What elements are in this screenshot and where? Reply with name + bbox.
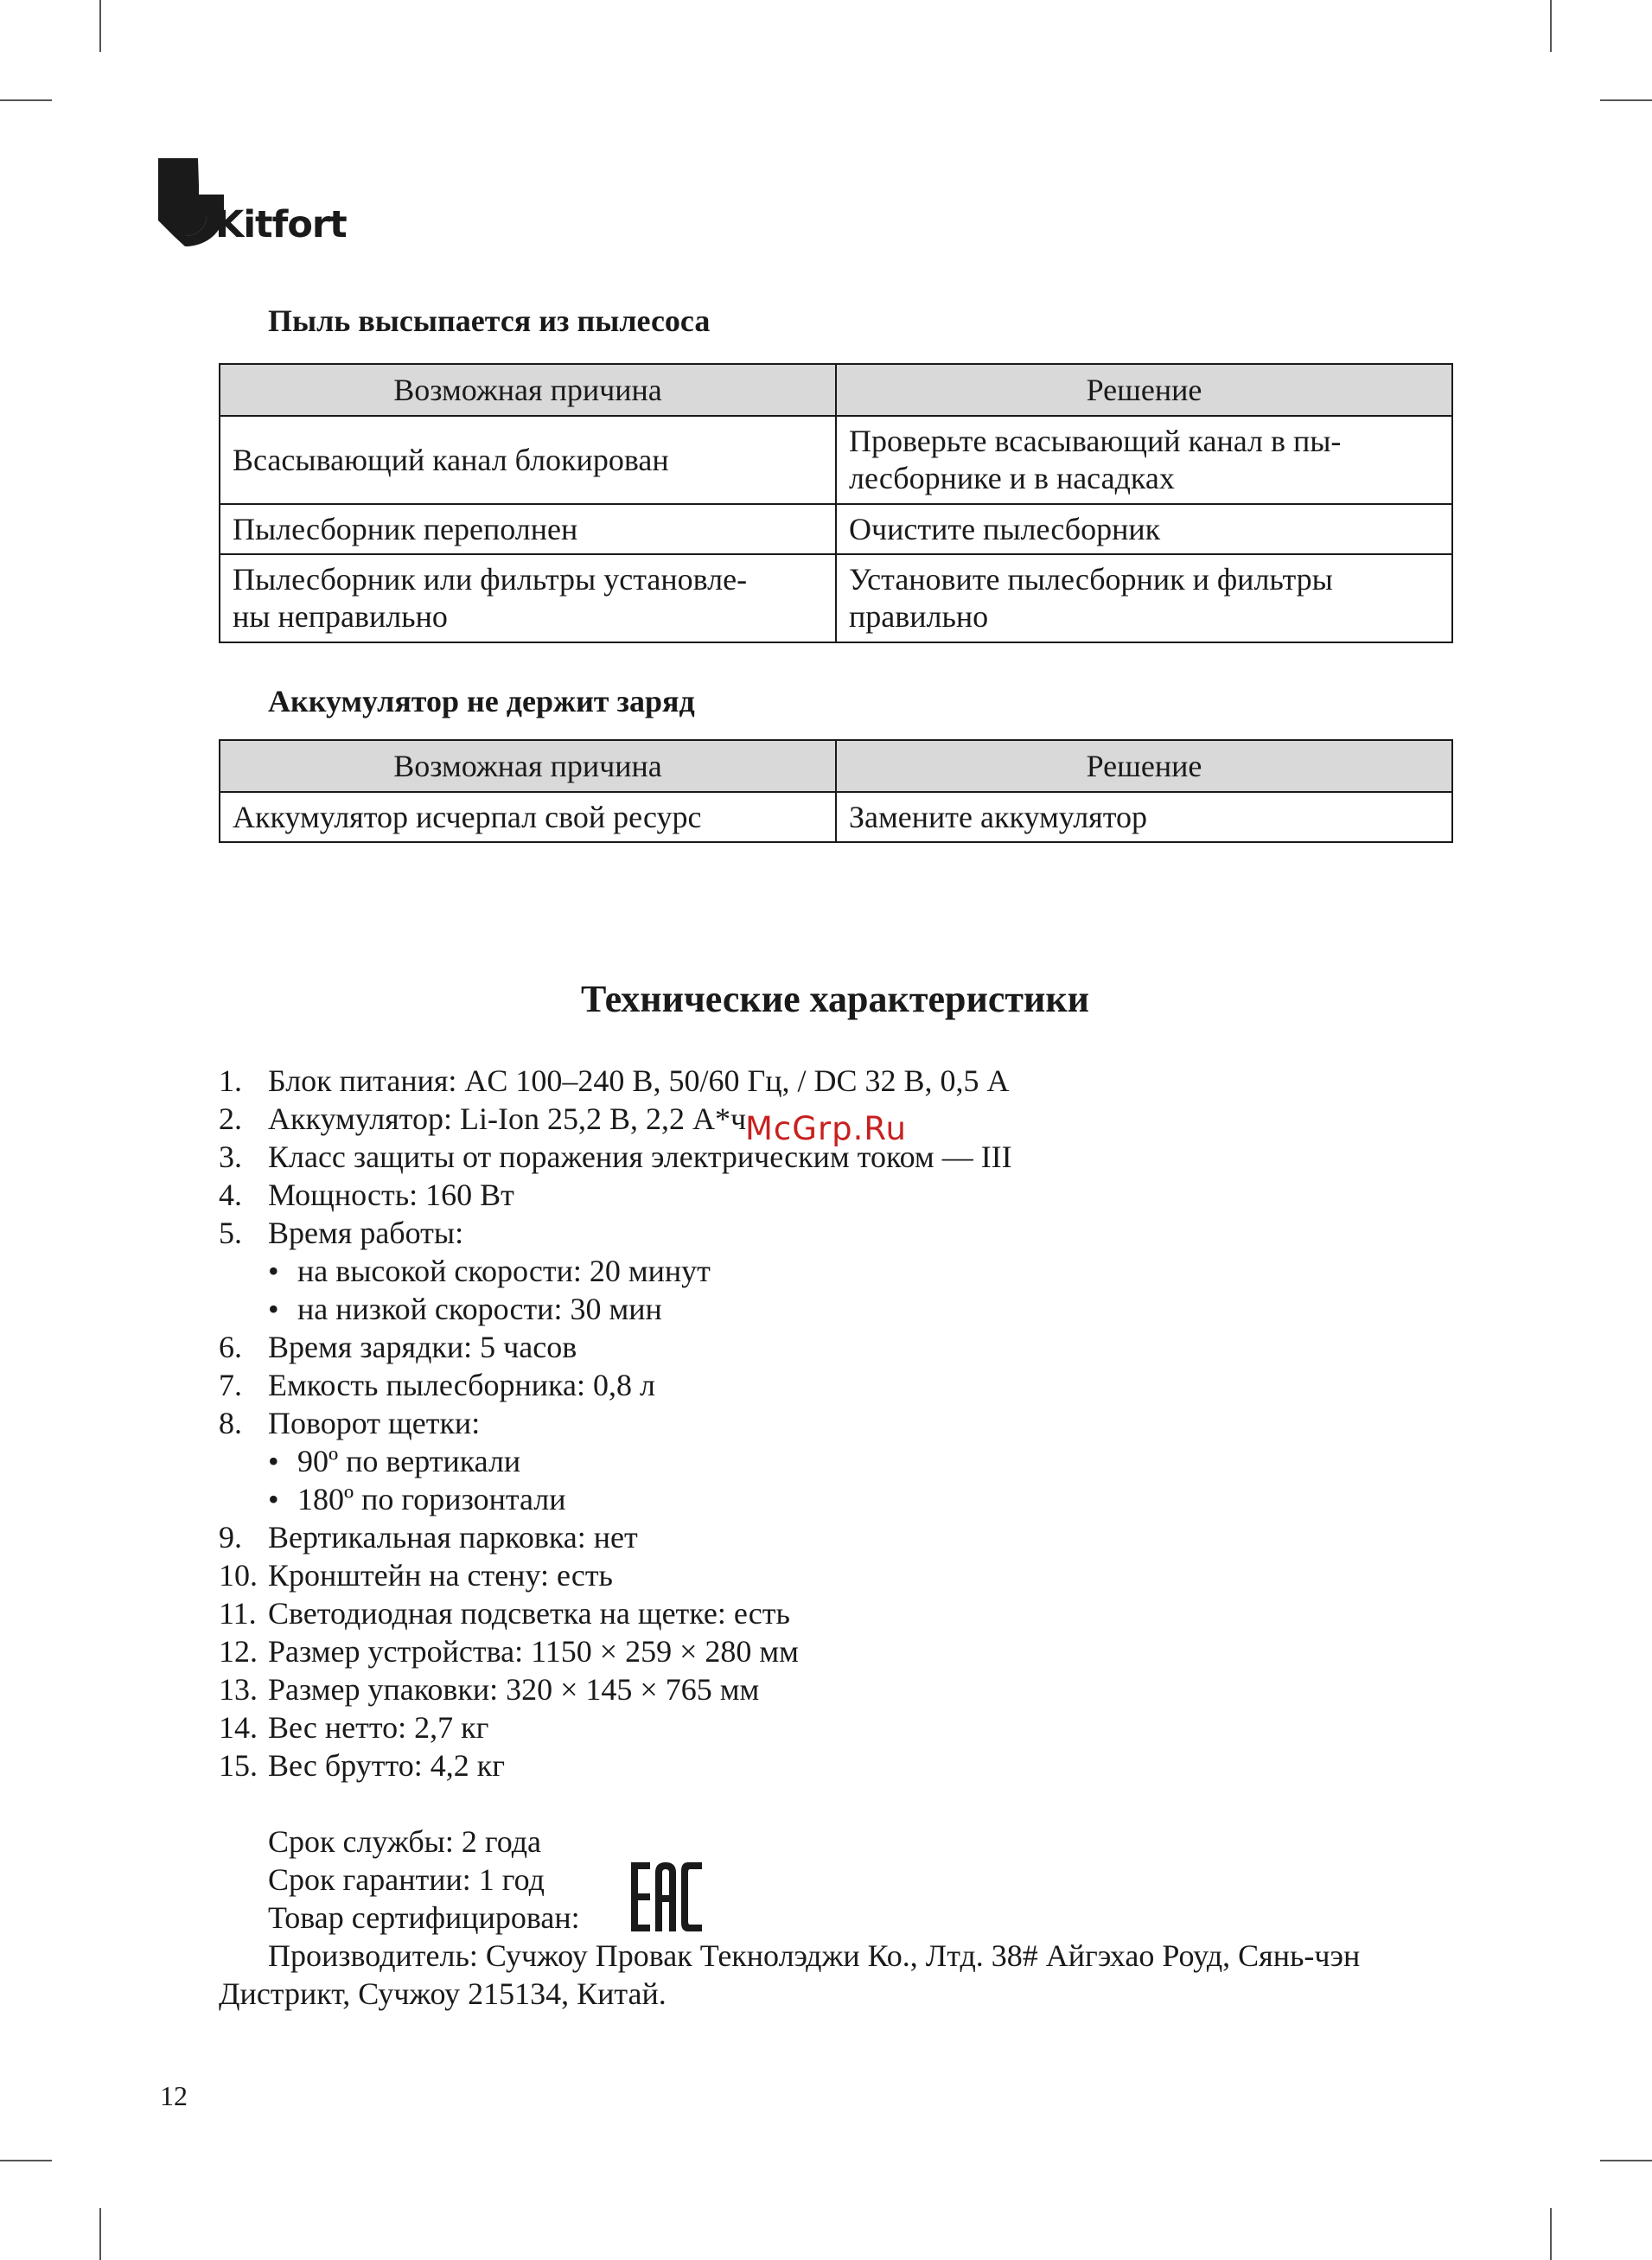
spec-text: Вертикальная парковка: нет (268, 1520, 638, 1555)
spec-subitem (219, 1480, 1012, 1518)
header-cause: Возможная причина (220, 364, 836, 416)
spec-number: 10. (219, 1558, 258, 1593)
spec-text: Класс защиты от поражения электрическим током — III (268, 1140, 1012, 1174)
table-row (220, 504, 1452, 554)
spec-text: Кронштейн на стену: есть (268, 1558, 613, 1593)
spec-subitem (219, 1252, 1012, 1290)
cause-cell: Пылесборник или фильтры установле- ны неправильно (220, 554, 836, 642)
bullet-icon: • (268, 1292, 279, 1326)
solution-cell: Замените аккумулятор (836, 792, 1452, 842)
spec-item (219, 1632, 1012, 1670)
table-row (220, 792, 1452, 842)
header-cause: Возможная причина (220, 740, 836, 792)
spec-subtext: на низкой скорости: 30 мин (297, 1292, 662, 1326)
spec-text: Размер устройства: 1150 × 259 × 280 мм (268, 1634, 799, 1669)
table-header-row (220, 364, 1452, 416)
section-title-dust: Пыль высыпается из пылесоса (268, 303, 711, 338)
header-solution: Решение (836, 364, 1452, 416)
crop-mark (0, 99, 52, 101)
spec-text: Емкость пылесборника: 0,8 л (268, 1368, 655, 1402)
spec-subtext: 90º по вертикали (297, 1444, 521, 1478)
crop-mark (1600, 99, 1652, 101)
spec-subtext: 180º по горизонтали (297, 1482, 566, 1516)
table-header-row (220, 740, 1452, 792)
bullet-icon: • (268, 1482, 279, 1516)
brand-name: Kitfort (215, 203, 347, 246)
eac-certification-mark (629, 1861, 704, 1933)
spec-text: Вес брутто: 4,2 кг (268, 1748, 505, 1783)
spec-item (219, 1404, 1012, 1442)
solution-cell: Очистите пылесборник (836, 504, 1452, 554)
bullet-icon: • (268, 1444, 279, 1478)
specs-title: Технические характеристики (580, 978, 1090, 1020)
service-life: Срок службы: 2 года (268, 1824, 542, 1859)
crop-mark (1600, 2160, 1652, 2161)
specs-list (219, 1062, 1012, 1784)
spec-text: Аккумулятор: Li-Ion 25,2 В, 2,2 А*ч (268, 1101, 747, 1136)
solution-cell: Установите пылесборник и фильтры правильно (836, 554, 1452, 642)
spec-number: 1. (219, 1063, 242, 1098)
spec-item (219, 1556, 1012, 1594)
spec-number: 7. (219, 1368, 242, 1402)
kitfort-logo (158, 158, 366, 253)
spec-number: 11. (219, 1596, 257, 1631)
spec-number: 8. (219, 1406, 242, 1440)
table-row (220, 554, 1452, 642)
spec-item (219, 1062, 1012, 1100)
spec-subtext: на высокой скорости: 20 минут (297, 1254, 711, 1288)
crop-mark (1550, 0, 1552, 52)
crop-mark (1550, 2208, 1552, 2260)
trouble-table-dust (219, 363, 1453, 643)
spec-number: 9. (219, 1520, 242, 1555)
spec-number: 14. (219, 1710, 258, 1745)
section-title-battery: Аккумулятор не держит заряд (268, 684, 695, 718)
page-number: 12 (160, 2080, 188, 2111)
trouble-table-battery (219, 739, 1453, 843)
cause-cell: Аккумулятор исчерпал свой ресурс (220, 792, 836, 842)
spec-number: 12. (219, 1634, 258, 1669)
cause-cell: Пылесборник переполнен (220, 504, 836, 554)
spec-item (219, 1366, 1012, 1404)
spec-item (219, 1328, 1012, 1366)
spec-item (219, 1518, 1012, 1556)
spec-text: Блок питания: AC 100–240 В, 50/60 Гц, / DC 32 В, 0,5 А (268, 1063, 1010, 1098)
spec-item (219, 1214, 1012, 1252)
crop-mark (99, 2208, 101, 2260)
spec-item (219, 1746, 1012, 1784)
certified-label: Товар сертифицирован: (268, 1900, 580, 1935)
spec-item (219, 1594, 1012, 1632)
crop-mark (0, 2160, 52, 2161)
table-row (220, 416, 1452, 504)
watermark: McGrp.Ru (745, 1110, 907, 1147)
spec-subitem (219, 1290, 1012, 1328)
spec-item (219, 1670, 1012, 1708)
warranty: Срок гарантии: 1 год (268, 1862, 545, 1897)
spec-text: Размер упаковки: 320 × 145 × 765 мм (268, 1672, 760, 1707)
spec-number: 5. (219, 1216, 242, 1250)
spec-text: Вес нетто: 2,7 кг (268, 1710, 489, 1745)
spec-number: 3. (219, 1140, 242, 1174)
spec-text: Мощность: 160 Вт (268, 1178, 514, 1212)
manufacturer-info: Производитель: Сучжоу Провак Текнолэджи Ко., Лтд. 38# Айгэхао Роуд, Сянь-чэн Дистрикт, Сучжоу 215134, Китай. (219, 1938, 1361, 2011)
spec-text: Светодиодная подсветка на щетке: есть (268, 1596, 790, 1631)
spec-text: Время зарядки: 5 часов (268, 1330, 577, 1364)
spec-number: 6. (219, 1330, 242, 1364)
spec-item (219, 1708, 1012, 1746)
spec-number: 2. (219, 1101, 242, 1136)
spec-text: Время работы: (268, 1216, 464, 1250)
service-info (268, 1823, 580, 1937)
header-solution: Решение (836, 740, 1452, 792)
solution-cell: Проверьте всасывающий канал в пы- лесборнике и в насадках (836, 416, 1452, 504)
bullet-icon: • (268, 1254, 279, 1288)
cause-cell: Всасывающий канал блокирован (220, 416, 836, 504)
spec-number: 13. (219, 1672, 258, 1707)
spec-subitem (219, 1442, 1012, 1480)
spec-item (219, 1176, 1012, 1214)
spec-number: 4. (219, 1178, 242, 1212)
spec-text: Поворот щетки: (268, 1406, 481, 1440)
spec-number: 15. (219, 1748, 258, 1783)
crop-mark (99, 0, 101, 52)
